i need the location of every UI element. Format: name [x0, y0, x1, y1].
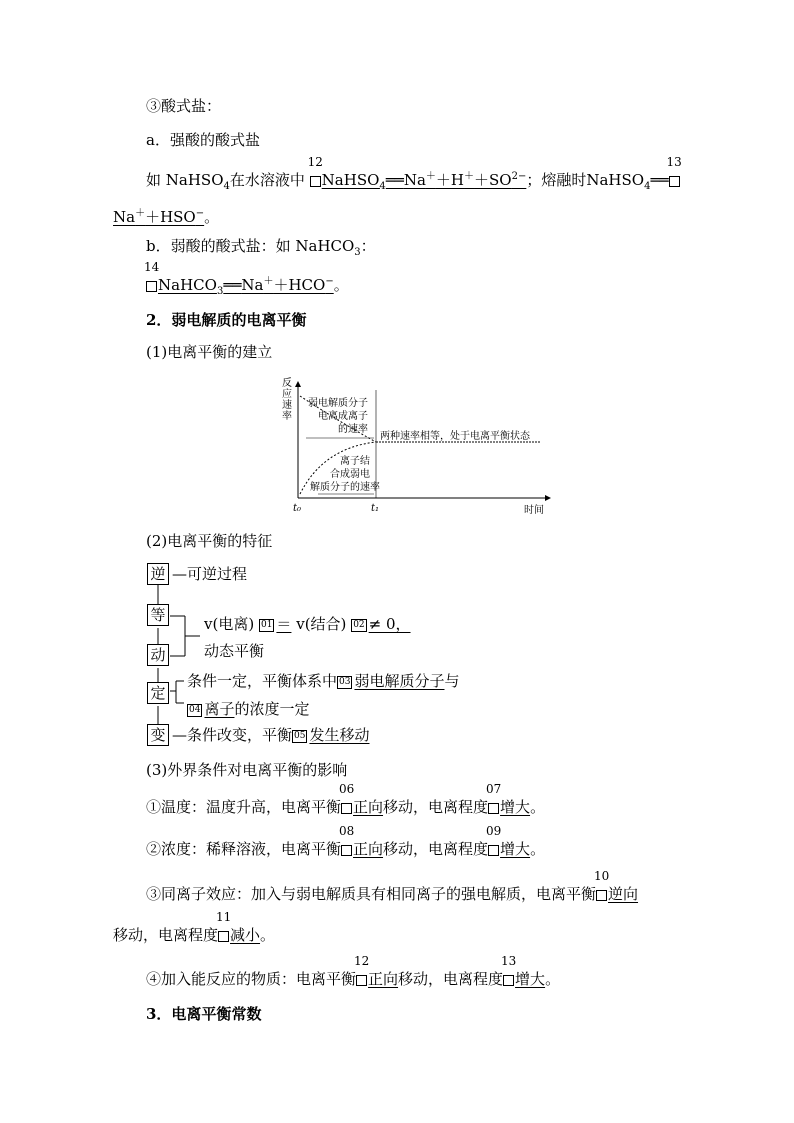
blank-box-icon [669, 176, 680, 187]
blank-box-icon [341, 803, 352, 814]
blank-box-icon [146, 281, 157, 292]
x-label: 时间 [524, 505, 544, 516]
balance-label: 两种速率相等，处于电离平衡状态 [380, 431, 530, 442]
blank-box-icon [341, 845, 352, 856]
blank-marker-05: 05 [294, 730, 306, 741]
answer-14: NaHCO$_3$══Na＋＋HCO− [158, 276, 334, 297]
blank-box-icon [488, 803, 499, 814]
feature-dong-text: 动态平衡 [204, 642, 265, 660]
feature-box-ding: 定 [147, 682, 169, 704]
common-ion-item-line2: 移动，电离程度 11 减小。 [113, 910, 276, 944]
common-ion-item-line1: ③同离子效应：加入与弱电解质具有相同离子的强电解质，电离平衡 10 逆向 [146, 869, 639, 903]
answer-13: Na＋＋HSO− [113, 208, 205, 226]
feature-box-deng: 等 [147, 604, 169, 626]
weak-acid-salt-heading: b．弱酸的酸式盐：如 NaHCO$_3$： [146, 237, 376, 258]
lower-label-2: 合成弱电 [330, 469, 370, 480]
y-label-4: 率 [282, 411, 292, 422]
nahco3-equation-line: 14 NaHCO$_3$══Na＋＋HCO−。 [144, 260, 349, 297]
temperature-item: ①温度：温度升高，电离平衡 06 正向移动，电离程度 07 增大。 [146, 782, 546, 816]
upper-label-1: 弱电解质分子 [308, 398, 368, 409]
feature-deng-text: v(电离) 01 ＝ v(结合) 02 ≠ 0， [204, 615, 411, 633]
blank-marker-04: 04 [189, 704, 201, 715]
upper-label-3: 的速率 [338, 424, 368, 435]
upper-label-2: 电离成离子 [318, 411, 368, 422]
blank-marker-03: 03 [339, 676, 351, 687]
strong-acid-salt-heading: a．强酸的酸式盐 [146, 131, 260, 149]
y-label-3: 速 [282, 400, 292, 411]
nahso4-equation-line: 如 NaHSO$_4$在水溶液中 12 $NaHSO_4══Na^++H^++SO^{2-}$；熔融时NaHSO$_4$══ 13 [146, 155, 682, 192]
feature-ding-text-1: 条件一定，平衡体系中 03 弱电解质分子与 [187, 672, 460, 690]
y-label-1: 反 [282, 378, 292, 389]
feature-ni-text: —可逆过程 [172, 565, 248, 583]
equilibrium-graph [278, 376, 558, 516]
subsection-1-heading: (1)电离平衡的建立 [146, 343, 273, 361]
feature-connectors [140, 560, 400, 750]
acid-salt-heading: ③酸式盐： [146, 97, 222, 115]
blank-marker-01: 01 [260, 619, 273, 630]
subsection-2-heading: (2)电离平衡的特征 [146, 532, 273, 550]
lower-label-1: 离子结 [340, 456, 370, 467]
feature-box-dong: 动 [147, 644, 169, 666]
feature-bian-text: —条件改变，平衡 05 发生移动 [172, 726, 370, 744]
blank-marker-02: 02 [353, 619, 365, 630]
y-label-2: 应 [282, 389, 292, 400]
blank-box-icon [503, 975, 514, 986]
blank-box-icon [356, 975, 367, 986]
blank-box-icon [310, 176, 321, 187]
nahso4-molten-line: Na＋＋HSO−。 [113, 208, 220, 226]
t0-label: t₀ [293, 503, 302, 514]
feature-ding-text-2: 04 离子的浓度一定 [189, 700, 310, 718]
t1-label: t₁ [371, 503, 380, 514]
feature-box-bian: 变 [147, 724, 169, 746]
reactant-item: ④加入能反应的物质：电离平衡 12 正向移动，电离程度 13 增大。 [146, 954, 561, 988]
blank-box-icon [218, 931, 229, 942]
section-2-heading: 2．弱电解质的电离平衡 [146, 311, 307, 329]
lower-label-3: 解质分子的速率 [310, 482, 380, 493]
section-3-heading: 3．电离平衡常数 [146, 1005, 262, 1023]
feature-box-ni: 逆 [147, 563, 169, 585]
answer-12: $NaHSO_4══Na^++H^++SO^{2-}$ [321, 171, 527, 192]
concentration-item: ②浓度：稀释溶液，电离平衡 08 正向移动，电离程度 09 增大。 [146, 824, 546, 858]
blank-box-icon [488, 845, 499, 856]
subsection-3-heading: (3)外界条件对电离平衡的影响 [146, 761, 348, 779]
blank-box-icon [596, 890, 607, 901]
